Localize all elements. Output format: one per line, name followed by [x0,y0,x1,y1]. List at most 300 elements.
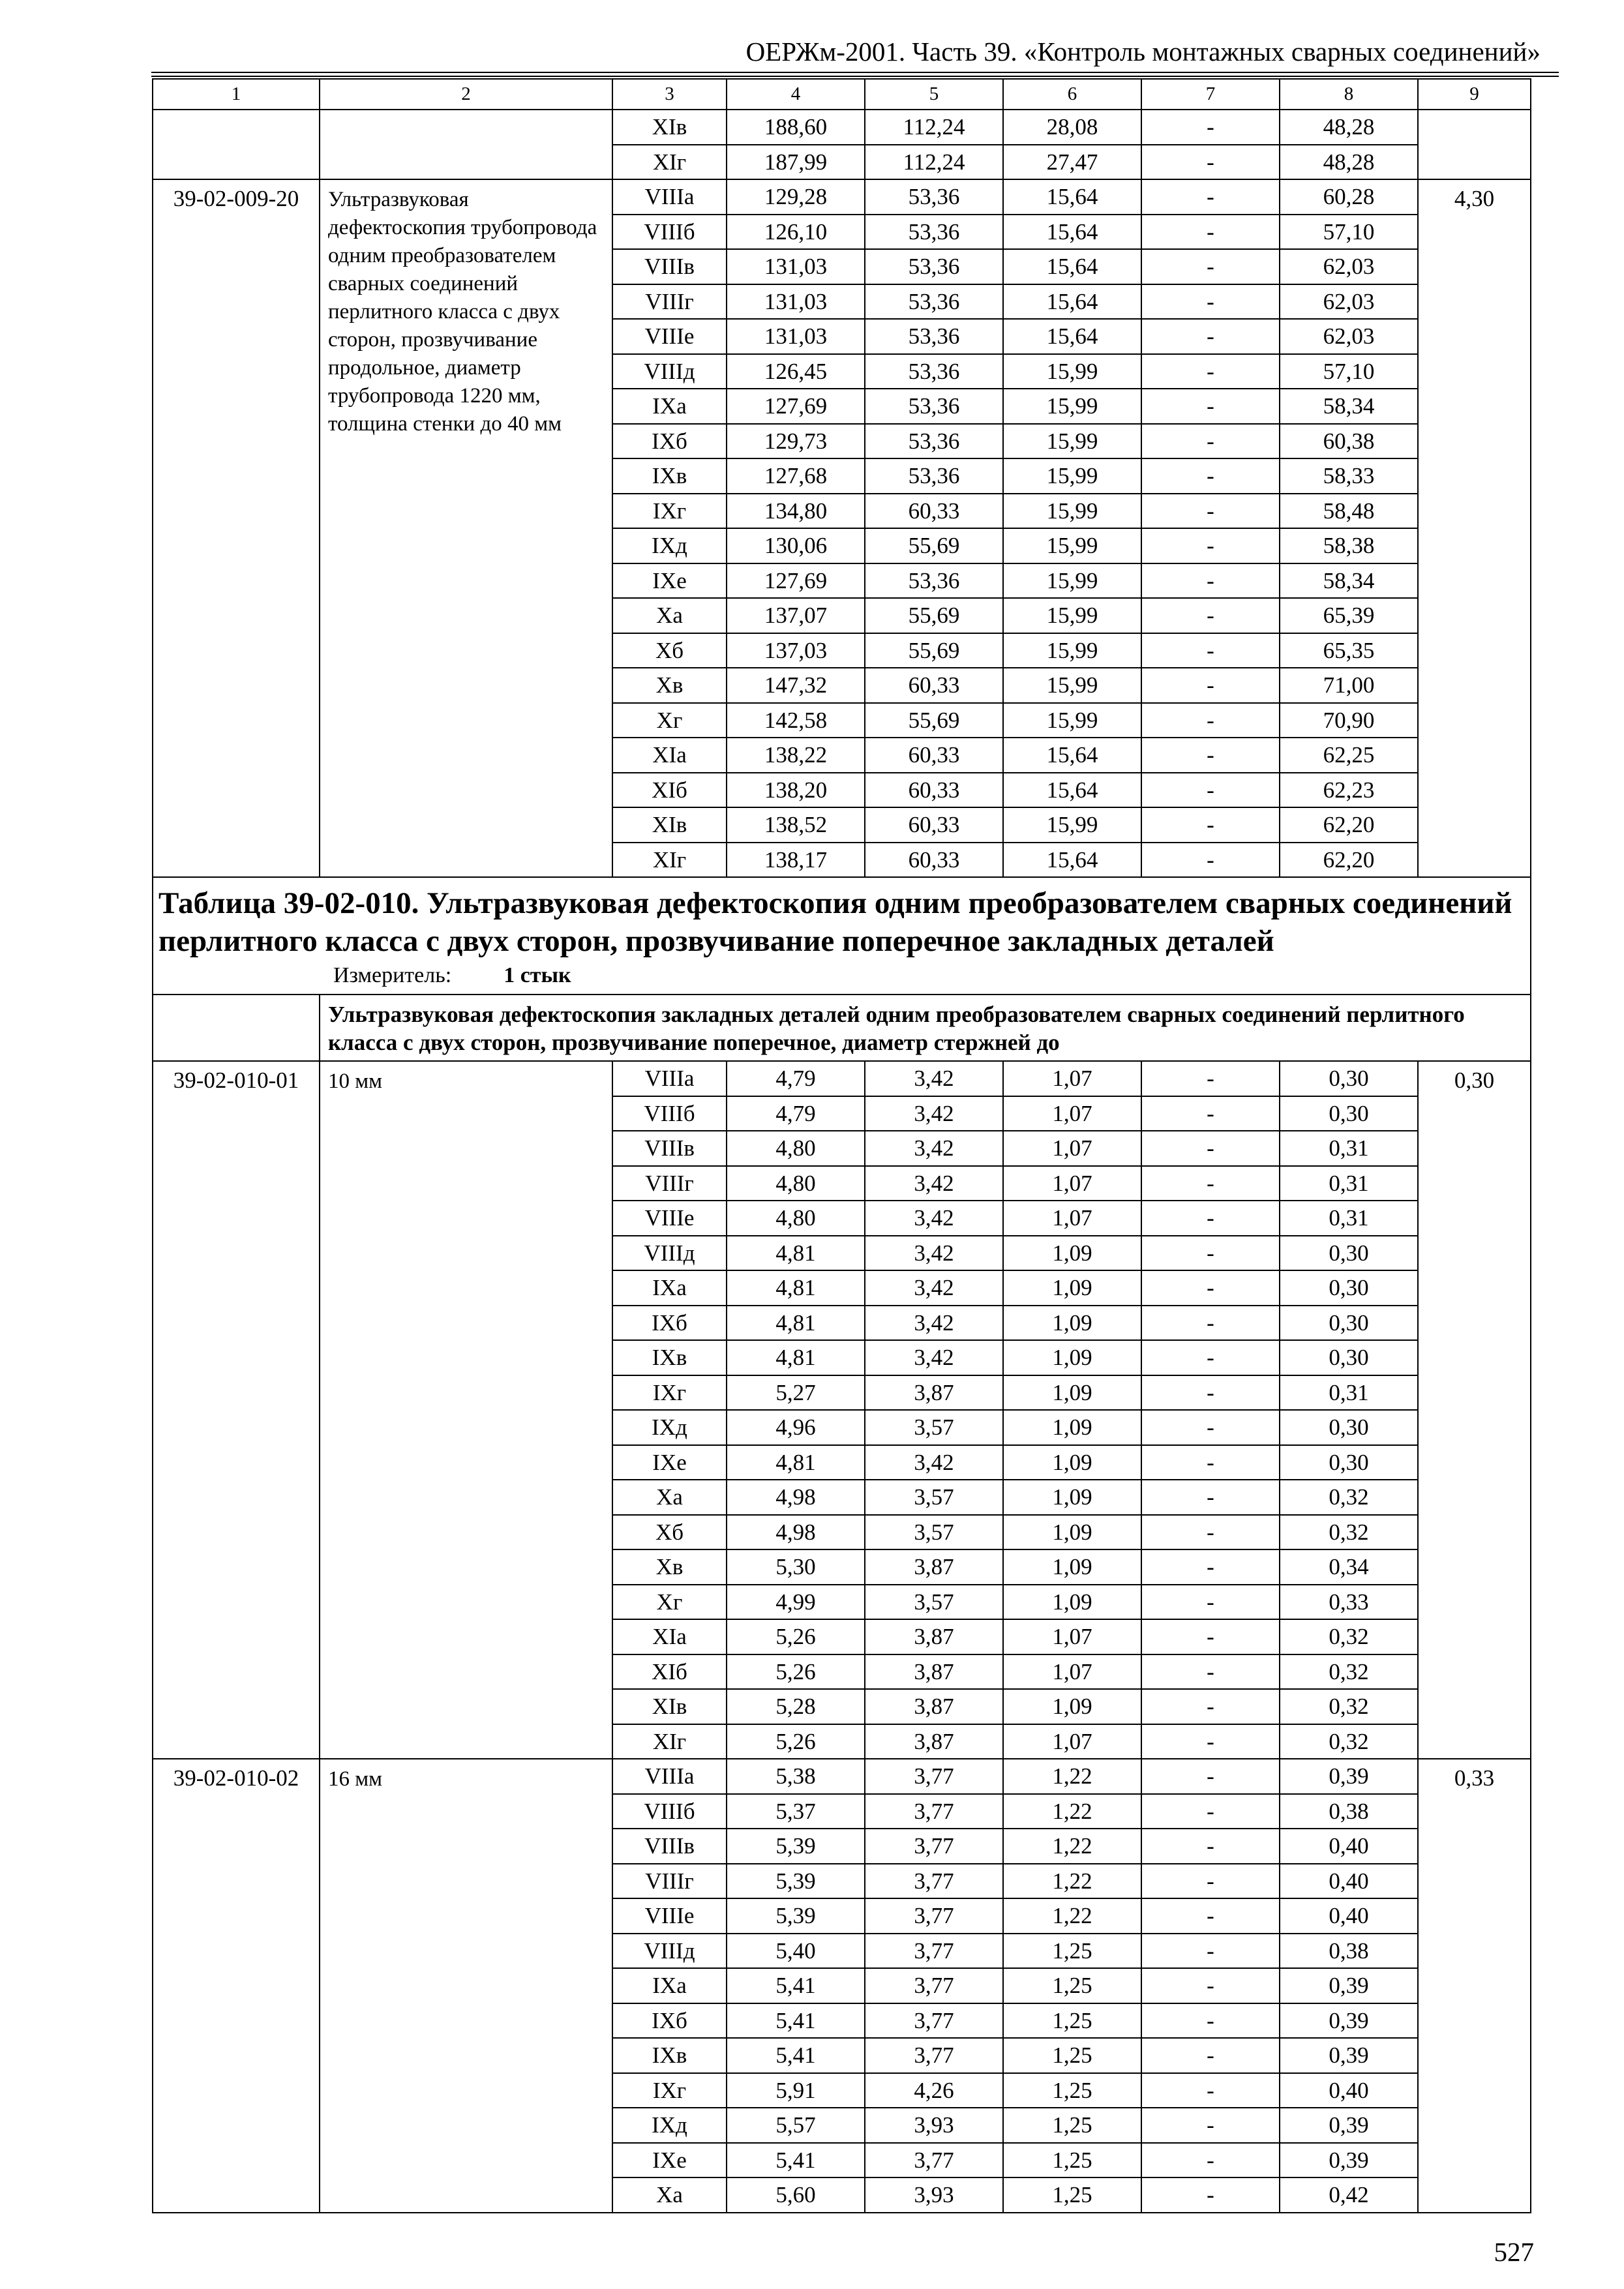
value-cell: 62,03 [1280,319,1418,354]
value-cell: 4,81 [727,1236,865,1271]
zone-cell: IXб [612,2003,727,2039]
value-cell: 137,07 [727,598,865,633]
zone-cell: IXг [612,1375,727,1411]
value-cell: 188,60 [727,110,865,145]
value-cell: - [1141,1689,1280,1724]
value-cell: 0,32 [1280,1619,1418,1654]
value-cell: 4,79 [727,1096,865,1131]
page-header: ОЕРЖм-2001. Часть 39. «Контроль монтажных сварных соединений» [745,37,1541,67]
value-cell: 127,69 [727,389,865,424]
column-number: 7 [1141,79,1280,110]
value-cell: 1,22 [1003,1864,1141,1899]
value-cell: 53,36 [865,354,1003,389]
zone-cell: XIб [612,773,727,808]
value-cell: - [1141,1236,1280,1271]
value-cell: - [1141,738,1280,773]
value-cell: 48,28 [1280,110,1418,145]
value-cell: 126,45 [727,354,865,389]
value-cell: 1,07 [1003,1131,1141,1166]
value-cell: 65,39 [1280,598,1418,633]
value-cell: 147,32 [727,668,865,703]
zone-cell: IXв [612,2038,727,2073]
value-cell: 0,39 [1280,1968,1418,2003]
item-code: 39-02-010-01 [153,1061,320,1759]
zone-cell: IXе [612,563,727,599]
value-cell: 5,40 [727,1934,865,1969]
value-cell: 3,77 [865,1898,1003,1934]
value-cell: - [1141,1794,1280,1829]
value-cell: 15,99 [1003,703,1141,738]
value-cell: 4,98 [727,1480,865,1515]
value-cell: - [1141,458,1280,494]
value-cell: 15,64 [1003,773,1141,808]
value-cell: - [1141,110,1280,145]
rates-table [152,78,1531,2213]
zone-cell: Xг [612,1585,727,1620]
value-cell: 3,57 [865,1585,1003,1620]
value-cell: 1,07 [1003,1619,1141,1654]
value-cell: 0,31 [1280,1201,1418,1236]
value-cell: - [1141,1724,1280,1759]
value-cell: - [1141,424,1280,459]
value-cell: 60,33 [865,843,1003,878]
value-cell: 53,36 [865,284,1003,320]
value-cell: 0,31 [1280,1375,1418,1411]
value-cell: 55,69 [865,528,1003,563]
zone-cell: IXд [612,528,727,563]
value-cell: - [1141,1898,1280,1934]
page-number: 527 [1494,2237,1534,2267]
value-cell: 15,64 [1003,319,1141,354]
value-cell: 15,99 [1003,563,1141,599]
value-cell: - [1141,1131,1280,1166]
value-cell: 0,30 [1280,1096,1418,1131]
zone-cell: VIIIб [612,215,727,250]
value-cell: 15,99 [1003,424,1141,459]
value-cell: 0,40 [1280,1898,1418,1934]
value-cell: 65,35 [1280,633,1418,668]
value-cell: - [1141,2038,1280,2073]
value-cell: 1,25 [1003,2108,1141,2143]
value-cell: 15,64 [1003,284,1141,320]
zone-cell: XIг [612,145,727,180]
value-cell: 5,41 [727,2038,865,2073]
value-cell: 5,26 [727,1619,865,1654]
value-cell: 126,10 [727,215,865,250]
value-cell: 53,36 [865,215,1003,250]
value-cell: 15,99 [1003,633,1141,668]
value-cell: 15,99 [1003,668,1141,703]
empty-cell [1418,110,1531,179]
value-cell: 0,30 [1280,1445,1418,1480]
value-cell: 1,07 [1003,1166,1141,1201]
value-cell: 3,77 [865,1829,1003,1864]
column-number: 9 [1418,79,1531,110]
column-number: 3 [612,79,727,110]
zone-cell: IXа [612,389,727,424]
value-cell: 57,10 [1280,215,1418,250]
value-cell: 3,77 [865,2038,1003,2073]
zone-cell: IXа [612,1270,727,1306]
value-cell: 5,39 [727,1898,865,1934]
value-cell: - [1141,1410,1280,1445]
value-cell: 5,26 [727,1724,865,1759]
value-cell: 3,42 [865,1131,1003,1166]
zone-cell: IXг [612,2073,727,2108]
value-cell: - [1141,1306,1280,1341]
value-cell: 5,28 [727,1689,865,1724]
value-cell: 48,28 [1280,145,1418,180]
value-cell: 60,33 [865,494,1003,529]
value-cell: 55,69 [865,703,1003,738]
value-cell: 1,09 [1003,1515,1141,1550]
value-cell: 15,64 [1003,738,1141,773]
zone-cell: XIг [612,1724,727,1759]
value-cell: 53,36 [865,458,1003,494]
value-cell: - [1141,389,1280,424]
value-cell: 3,42 [865,1270,1003,1306]
zone-cell: IXг [612,494,727,529]
value-cell: 4,81 [727,1445,865,1480]
value-cell: 58,48 [1280,494,1418,529]
value-cell: 3,42 [865,1096,1003,1131]
value-cell: 58,33 [1280,458,1418,494]
empty-cell [153,995,320,1061]
value-cell: - [1141,284,1280,320]
value-cell: - [1141,668,1280,703]
value-cell: 62,03 [1280,249,1418,284]
zone-cell: VIIIв [612,1829,727,1864]
value-cell: - [1141,2073,1280,2108]
zone-cell: VIIIг [612,1864,727,1899]
value-cell: - [1141,598,1280,633]
empty-cell [320,110,612,179]
value-cell: 130,06 [727,528,865,563]
value-cell: 1,25 [1003,2003,1141,2039]
value-cell: 129,28 [727,179,865,215]
value-cell: - [1141,1619,1280,1654]
value-cell: 5,26 [727,1654,865,1690]
value-cell: 4,81 [727,1306,865,1341]
value-cell: 3,87 [865,1724,1003,1759]
zone-cell: IXв [612,458,727,494]
value-cell: 3,87 [865,1689,1003,1724]
value-cell: 60,33 [865,773,1003,808]
section-subheading: Ультразвуковая дефектоскопия закладных деталей одним преобразователем сварных соединений перлитного класса с двух сторон, прозвучивание поперечное, диаметр стержней до [320,995,1531,1061]
value-cell: - [1141,1201,1280,1236]
zone-cell: XIв [612,807,727,843]
zone-cell: Xб [612,1515,727,1550]
value-cell: 112,24 [865,145,1003,180]
item-description: 16 мм [320,1759,612,2213]
value-cell: - [1141,563,1280,599]
value-cell: 3,87 [865,1549,1003,1585]
value-cell: 1,09 [1003,1306,1141,1341]
value-cell: 3,77 [865,1934,1003,1969]
value-cell: 1,09 [1003,1270,1141,1306]
value-cell: 60,33 [865,738,1003,773]
value-cell: 1,22 [1003,1759,1141,1794]
value-cell: - [1141,1759,1280,1794]
zone-cell: IXе [612,1445,727,1480]
value-cell: 3,57 [865,1515,1003,1550]
value-cell: 53,36 [865,319,1003,354]
table-row [153,179,1531,215]
zone-cell: IXе [612,2143,727,2178]
value-cell: 134,80 [727,494,865,529]
value-cell: 3,87 [865,1375,1003,1411]
zone-cell: VIIIд [612,1236,727,1271]
table-row [153,1759,1531,1794]
value-cell: 71,00 [1280,668,1418,703]
value-cell: - [1141,145,1280,180]
value-cell: 60,33 [865,668,1003,703]
value-cell: 4,80 [727,1201,865,1236]
zone-cell: XIг [612,843,727,878]
value-cell: 1,07 [1003,1201,1141,1236]
zone-cell: Xа [612,598,727,633]
zone-cell: VIIIд [612,1934,727,1969]
value-cell: 62,20 [1280,807,1418,843]
value-cell: 1,25 [1003,2073,1141,2108]
value-cell: 1,07 [1003,1061,1141,1096]
value-cell: 60,38 [1280,424,1418,459]
value-cell: 0,31 [1280,1166,1418,1201]
value-cell: 127,69 [727,563,865,599]
zone-cell: VIIIг [612,1166,727,1201]
value-cell: 5,39 [727,1829,865,1864]
value-cell: - [1141,703,1280,738]
value-cell: - [1141,633,1280,668]
value-cell: 3,57 [865,1410,1003,1445]
value-cell: 3,42 [865,1306,1003,1341]
value-cell: - [1141,1166,1280,1201]
value-cell: - [1141,1549,1280,1585]
table-title: Таблица 39-02-010. Ультразвуковая дефектоскопия одним преобразователем сварных соединений перлитного класса с двух сторон, прозвучивание поперечное закладных деталей [158,886,1512,958]
extra-value: 0,30 [1418,1061,1531,1759]
value-cell: 0,32 [1280,1515,1418,1550]
value-cell: 3,87 [865,1619,1003,1654]
header-rule [151,72,1559,73]
value-cell: 4,81 [727,1340,865,1375]
value-cell: - [1141,249,1280,284]
value-cell: 129,73 [727,424,865,459]
empty-cell [153,110,320,179]
column-number: 4 [727,79,865,110]
value-cell: 15,64 [1003,215,1141,250]
value-cell: 15,99 [1003,528,1141,563]
value-cell: 0,32 [1280,1689,1418,1724]
value-cell: 3,77 [865,1864,1003,1899]
value-cell: 1,09 [1003,1480,1141,1515]
value-cell: 1,09 [1003,1375,1141,1411]
table-title-cell [153,877,1531,995]
value-cell: 3,42 [865,1201,1003,1236]
value-cell: 127,68 [727,458,865,494]
value-cell: 5,39 [727,1864,865,1899]
value-cell: 0,39 [1280,2003,1418,2039]
value-cell: 15,99 [1003,458,1141,494]
unit-line [158,961,1525,990]
value-cell: 58,38 [1280,528,1418,563]
value-cell: 57,10 [1280,354,1418,389]
value-cell: 1,07 [1003,1654,1141,1690]
subheading-row [153,995,1531,1061]
value-cell: 1,09 [1003,1410,1141,1445]
zone-cell: XIб [612,1654,727,1690]
item-description: 10 мм [320,1061,612,1759]
value-cell: - [1141,2003,1280,2039]
value-cell: 62,03 [1280,284,1418,320]
value-cell: 1,22 [1003,1898,1141,1934]
value-cell: 3,42 [865,1166,1003,1201]
table-row [153,1061,1531,1096]
value-cell: 3,42 [865,1061,1003,1096]
value-cell: 5,60 [727,2177,865,2213]
value-cell: 0,32 [1280,1654,1418,1690]
value-cell: 138,52 [727,807,865,843]
value-cell: 53,36 [865,563,1003,599]
zone-cell: VIIIв [612,249,727,284]
value-cell: - [1141,2143,1280,2178]
value-cell: 0,33 [1280,1585,1418,1620]
value-cell: 15,99 [1003,598,1141,633]
zone-cell: XIа [612,1619,727,1654]
column-number: 5 [865,79,1003,110]
value-cell: 5,27 [727,1375,865,1411]
value-cell: 0,42 [1280,2177,1418,2213]
value-cell: - [1141,1585,1280,1620]
zone-cell: VIIIб [612,1096,727,1131]
value-cell: - [1141,2108,1280,2143]
value-cell: - [1141,1375,1280,1411]
value-cell: 62,20 [1280,843,1418,878]
value-cell: - [1141,1061,1280,1096]
value-cell: 138,22 [727,738,865,773]
value-cell: 1,09 [1003,1236,1141,1271]
value-cell: - [1141,494,1280,529]
value-cell: 4,26 [865,2073,1003,2108]
value-cell: 0,39 [1280,2143,1418,2178]
zone-cell: IXд [612,2108,727,2143]
value-cell: 0,39 [1280,2108,1418,2143]
value-cell: 0,30 [1280,1061,1418,1096]
zone-cell: Xа [612,1480,727,1515]
value-cell: 138,17 [727,843,865,878]
value-cell: 53,36 [865,179,1003,215]
zone-cell: VIIIг [612,284,727,320]
value-cell: 4,80 [727,1131,865,1166]
value-cell: 5,38 [727,1759,865,1794]
value-cell: 1,09 [1003,1549,1141,1585]
value-cell: 5,37 [727,1794,865,1829]
column-number-row [153,79,1531,110]
value-cell: - [1141,1515,1280,1550]
value-cell: 5,57 [727,2108,865,2143]
value-cell: - [1141,1340,1280,1375]
value-cell: - [1141,1654,1280,1690]
value-cell: 1,07 [1003,1724,1141,1759]
value-cell: 3,93 [865,2177,1003,2213]
value-cell: - [1141,807,1280,843]
value-cell: 58,34 [1280,563,1418,599]
zone-cell: IXб [612,424,727,459]
zone-cell: Xг [612,703,727,738]
value-cell: 3,77 [865,2003,1003,2039]
value-cell: 0,31 [1280,1131,1418,1166]
value-cell: 0,40 [1280,1864,1418,1899]
value-cell: - [1141,843,1280,878]
value-cell: 70,90 [1280,703,1418,738]
value-cell: 4,98 [727,1515,865,1550]
extra-value: 0,33 [1418,1759,1531,2213]
zone-cell: XIа [612,738,727,773]
value-cell: 58,34 [1280,389,1418,424]
value-cell: 0,30 [1280,1236,1418,1271]
value-cell: 15,64 [1003,843,1141,878]
value-cell: 1,09 [1003,1340,1141,1375]
unit-label: Измеритель: [333,963,452,987]
value-cell: - [1141,1445,1280,1480]
value-cell: 138,20 [727,773,865,808]
value-cell: 1,09 [1003,1585,1141,1620]
value-cell: 1,25 [1003,2177,1141,2213]
value-cell: 1,25 [1003,2143,1141,2178]
column-number: 2 [320,79,612,110]
column-number: 8 [1280,79,1418,110]
zone-cell: VIIIа [612,1759,727,1794]
value-cell: - [1141,1829,1280,1864]
value-cell: 55,69 [865,633,1003,668]
value-cell: - [1141,1270,1280,1306]
value-cell: 131,03 [727,284,865,320]
value-cell: - [1141,179,1280,215]
header-rule [151,76,1559,77]
value-cell: 3,93 [865,2108,1003,2143]
item-description: Ультразвуковая дефектоскопия трубопровода одним преобразователем сварных соединений перлитного класса с двух сторон, прозвучивание продольное, диаметр трубопровода 1220 мм, толщина стенки до 40 мм [320,179,612,877]
value-cell: - [1141,1968,1280,2003]
value-cell: 5,30 [727,1549,865,1585]
value-cell: 0,32 [1280,1480,1418,1515]
value-cell: 53,36 [865,424,1003,459]
value-cell: 1,09 [1003,1689,1141,1724]
value-cell: 27,47 [1003,145,1141,180]
zone-cell: IXв [612,1340,727,1375]
zone-cell: XIв [612,110,727,145]
value-cell: 5,41 [727,1968,865,2003]
zone-cell: VIIIа [612,1061,727,1096]
zone-cell: VIIIе [612,1201,727,1236]
value-cell: 1,22 [1003,1829,1141,1864]
value-cell: - [1141,354,1280,389]
value-cell: 5,91 [727,2073,865,2108]
value-cell: 0,39 [1280,2038,1418,2073]
value-cell: 5,41 [727,2003,865,2039]
value-cell: 55,69 [865,598,1003,633]
value-cell: 3,77 [865,1794,1003,1829]
value-cell: 0,38 [1280,1934,1418,1969]
zone-cell: IXд [612,1410,727,1445]
extra-value: 4,30 [1418,179,1531,877]
item-code: 39-02-010-02 [153,1759,320,2213]
value-cell: 3,77 [865,2143,1003,2178]
value-cell: - [1141,1480,1280,1515]
item-code: 39-02-009-20 [153,179,320,877]
value-cell: 0,30 [1280,1270,1418,1306]
zone-cell: IXа [612,1968,727,2003]
zone-cell: VIIIд [612,354,727,389]
zone-cell: VIIIе [612,1898,727,1934]
